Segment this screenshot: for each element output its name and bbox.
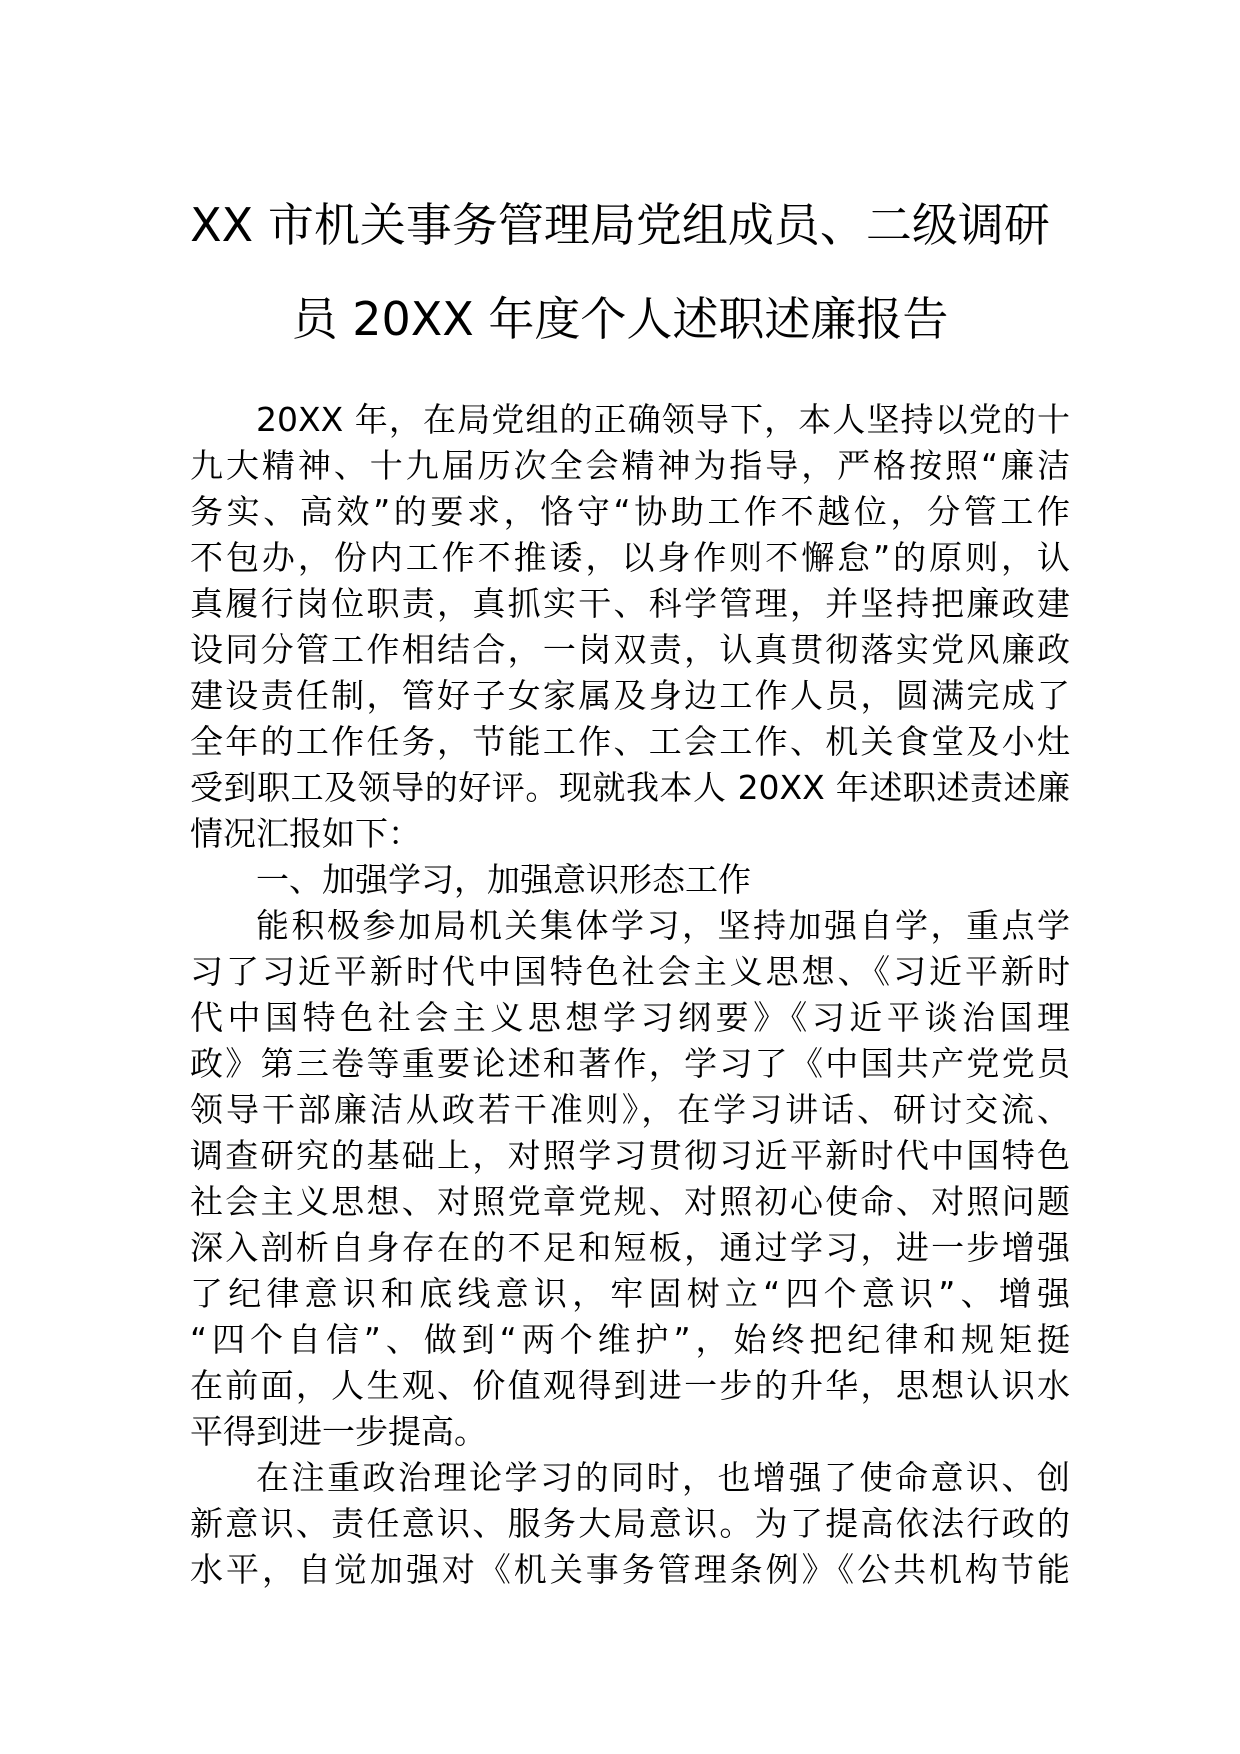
text-line: “四个自信”、做到“两个维护”，始终把纪律和规矩挺 bbox=[190, 1320, 1070, 1359]
text-line: 九大精神、十九届历次全会精神为指导，严格按照“廉洁 bbox=[190, 446, 1070, 485]
text-line: 全年的工作任务，节能工作、工会工作、机关食堂及小灶 bbox=[190, 722, 1070, 761]
text-line: 能积极参加局机关集体学习，坚持加强自学，重点学 bbox=[256, 906, 1070, 945]
body-paragraph bbox=[190, 903, 1070, 1455]
title-line: 员 20XX 年度个人述职述廉报告 bbox=[291, 292, 949, 346]
body-paragraph bbox=[190, 1455, 1070, 1593]
text-line: 情况汇报如下： bbox=[190, 814, 421, 853]
text-line: 水平，自觉加强对《机关事务管理条例》《公共机构节能 bbox=[190, 1550, 1070, 1589]
text-line: 领导干部廉洁从政若干准则》，在学习讲话、研讨交流、 bbox=[190, 1090, 1070, 1129]
text-line: 平得到进一步提高。 bbox=[190, 1412, 487, 1451]
text-line: 社会主义思想、对照党章党规、对照初心使命、对照问题 bbox=[190, 1182, 1070, 1221]
section-heading bbox=[190, 857, 1070, 903]
text-line: 了纪律意识和底线意识，牢固树立“四个意识”、增强 bbox=[190, 1274, 1070, 1313]
text-line: 受到职工及领导的好评。现就我本人 20XX 年述职述责述廉 bbox=[190, 768, 1070, 807]
text-line: 在注重政治理论学习的同时，也增强了使命意识、创 bbox=[256, 1458, 1070, 1497]
text-line: 调查研究的基础上，对照学习贯彻习近平新时代中国特色 bbox=[190, 1136, 1070, 1175]
document-body bbox=[190, 397, 1070, 1593]
text-line: 20XX 年，在局党组的正确领导下，本人坚持以党的十 bbox=[256, 400, 1070, 439]
text-line: 不包办，份内工作不推诿，以身作则不懈怠”的原则，认 bbox=[190, 538, 1070, 577]
text-line: 政》第三卷等重要论述和著作，学习了《中国共产党党员 bbox=[190, 1044, 1070, 1083]
text-line: 建设责任制，管好子女家属及身边工作人员，圆满完成了 bbox=[190, 676, 1070, 715]
body-paragraph bbox=[190, 397, 1070, 857]
text-line: 在前面，人生观、价值观得到进一步的升华，思想认识水 bbox=[190, 1366, 1070, 1405]
text-line: 设同分管工作相结合，一岗双责，认真贯彻落实党风廉政 bbox=[190, 630, 1070, 669]
text-line: 深入剖析自身存在的不足和短板，通过学习，进一步增强 bbox=[190, 1228, 1070, 1267]
text-line: 真履行岗位职责，真抓实干、科学管理，并坚持把廉政建 bbox=[190, 584, 1070, 623]
text-line: 务实、高效”的要求，恪守“协助工作不越位，分管工作 bbox=[190, 492, 1070, 531]
text-line: 习了习近平新时代中国特色社会主义思想、《习近平新时 bbox=[190, 952, 1070, 991]
text-line: 代中国特色社会主义思想学习纲要》《习近平谈治国理 bbox=[190, 998, 1070, 1037]
title-line: XX 市机关事务管理局党组成员、二级调研 bbox=[190, 198, 1050, 252]
document-title bbox=[140, 178, 1100, 366]
text-line: 一、加强学习，加强意识形态工作 bbox=[256, 860, 751, 899]
text-line: 新意识、责任意识、服务大局意识。为了提高依法行政的 bbox=[190, 1504, 1070, 1543]
